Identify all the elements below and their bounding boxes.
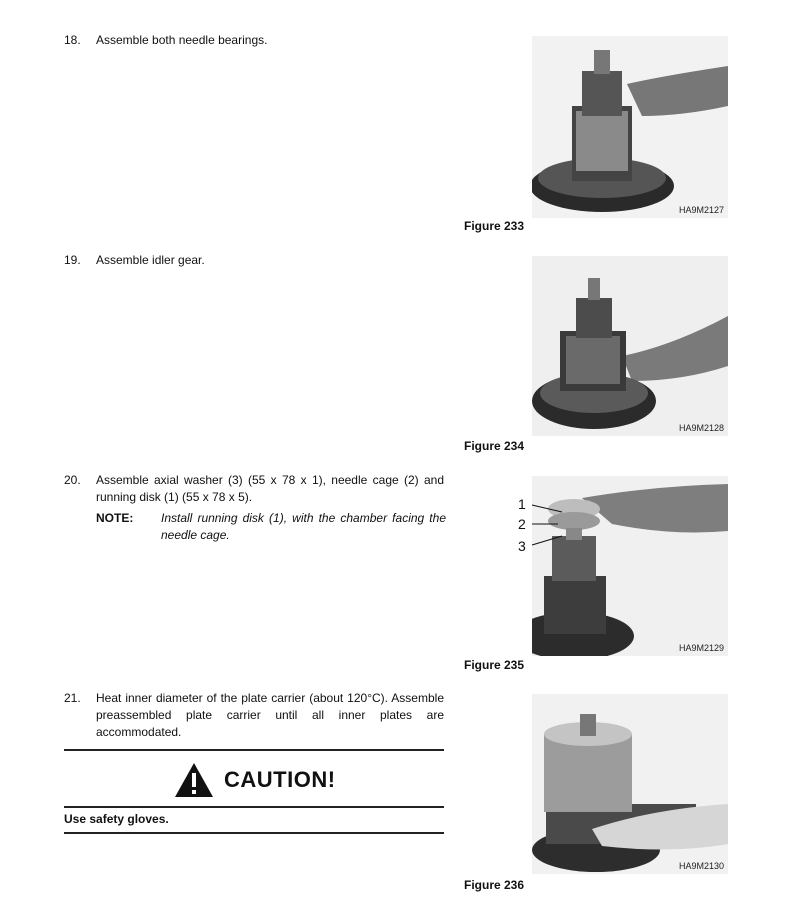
figure-235-caption: Figure 235 xyxy=(464,658,525,672)
figure-code: HA9M2128 xyxy=(678,423,724,433)
step-number: 20. xyxy=(64,473,81,487)
callout-leaders xyxy=(528,500,578,550)
caution-heading xyxy=(64,760,444,800)
step-text: Assemble axial washer (3) (55 x 78 x 1), needle cage (2) and running disk (1) (55 x 78 x 5). xyxy=(96,473,444,504)
figure-234-caption: Figure 234 xyxy=(464,439,525,453)
figure-233-caption: Figure 233 xyxy=(464,219,525,233)
step-20 xyxy=(64,472,444,506)
step-19 xyxy=(64,252,444,269)
step-number: 18. xyxy=(64,33,81,47)
step-number: 19. xyxy=(64,253,81,267)
figure-234-photo xyxy=(532,256,728,436)
warning-triangle-icon xyxy=(174,762,214,798)
step-21 xyxy=(64,690,444,741)
step-text: Heat inner diameter of the plate carrier (about 120°C). Assemble preassembled plate carrier until all inner plates are accommodated. xyxy=(96,691,444,739)
figure-233-photo xyxy=(532,36,728,218)
figure-code: HA9M2127 xyxy=(678,205,724,215)
caution-mid-rule xyxy=(64,806,444,808)
caution-top-rule xyxy=(64,749,444,751)
step-18 xyxy=(64,32,444,49)
caution-text: Use safety gloves. xyxy=(64,812,169,826)
figure-code: HA9M2130 xyxy=(678,861,724,871)
caution-title: CAUTION! xyxy=(224,767,336,792)
callout-2: 2 xyxy=(518,516,526,532)
figure-236-caption: Figure 236 xyxy=(464,878,525,892)
note-label: NOTE: xyxy=(96,511,134,525)
callout-3: 3 xyxy=(518,538,526,554)
step-text: Assemble both needle bearings. xyxy=(96,33,268,47)
callout-1: 1 xyxy=(518,496,526,512)
caution-bottom-rule xyxy=(64,832,444,834)
step-number: 21. xyxy=(64,691,81,705)
note-20 xyxy=(96,510,446,544)
figure-236-photo xyxy=(532,694,728,874)
figure-code: HA9M2129 xyxy=(678,643,724,653)
note-text: Install running disk (1), with the chamber facing the needle cage. xyxy=(161,511,446,542)
step-text: Assemble idler gear. xyxy=(96,253,205,267)
